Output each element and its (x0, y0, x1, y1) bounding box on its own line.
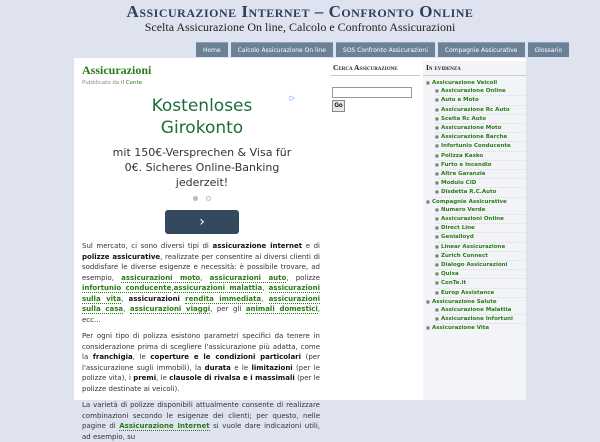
bold-term: assicurazione internet (212, 242, 303, 250)
featured-sublink[interactable]: ■ Zurich Connect (435, 252, 526, 261)
featured-sublink[interactable]: ■ Numero Verde (435, 206, 526, 215)
featured-sublink[interactable]: ■ Altre Garanzie (435, 170, 526, 179)
nav-item-sos-confronto[interactable]: SOS Confronto Assicurazioni (336, 42, 435, 57)
featured-sublink[interactable]: ■ Quixa (435, 270, 526, 279)
nav-item-glossario[interactable]: Glossario (528, 42, 570, 57)
text-run: Per ogni tipo di polizza esistono parametri specifici da tenere in considerazione prima di scegliere l'assicurazione più adatta, come la (82, 332, 320, 361)
inline-link[interactable]: assicurazioni malattia (173, 284, 263, 292)
nav-item-home[interactable]: Home (196, 42, 228, 57)
featured-sublink[interactable]: ■ Genialloyd (435, 233, 526, 242)
text-run: Sul mercato, ci sono diversi tipi di (82, 242, 213, 250)
inline-link[interactable]: Assicurazione Internet (119, 422, 210, 430)
featured-sublink[interactable]: ■ Linear Assicurazione (435, 243, 526, 252)
ad-next-button[interactable]: › (165, 210, 239, 234)
featured-sublink[interactable]: ■ Polizza Kasko (435, 152, 526, 161)
sidebar-featured (423, 61, 526, 400)
inline-link[interactable]: assicurazioni auto (209, 273, 287, 282)
featured-sublink[interactable]: ■ Assicurazioni Online (435, 215, 526, 224)
text-run: , per gli (210, 305, 246, 313)
inline-link[interactable]: assicurazioni sulla casa (82, 294, 321, 313)
text-run: La varietà di polizze disponibili attualmente consente di realizzare combinazioni secondo le esigenze dei clienti; per questo, nelle pagine di (82, 401, 320, 430)
featured-sublink[interactable]: ■ Direct Line (435, 224, 526, 233)
text-run: , (262, 284, 269, 292)
featured-sublink[interactable]: ■ Disdetta R.C.Auto (435, 188, 526, 197)
search-go-button[interactable]: Go (332, 100, 345, 112)
post-meta (82, 80, 320, 86)
featured-sublink[interactable]: ■ ConTe.it (435, 279, 526, 288)
featured-sublink[interactable]: ■ Furto e Incendio (435, 161, 526, 170)
featured-link-list (423, 76, 526, 333)
text-run: , realizzate per consentire ai diversi clienti di soddisfare le diverse esigenze e necessità: è possibile trovare, ad esempio, (82, 252, 320, 282)
bold-term: polizze assicurative (82, 252, 161, 261)
nav-item-compagnie[interactable]: Compagnie Assicurative (438, 42, 525, 57)
bold-term: coperture e le condizioni particolari (150, 353, 302, 361)
nav-item-calcolo[interactable]: Calcolo Assicurazione On line (231, 42, 333, 57)
text-run: , (121, 294, 129, 303)
text-run: , polizze (286, 273, 320, 282)
inline-link[interactable]: assicurazioni viaggi (129, 305, 211, 313)
advertisement[interactable] (112, 94, 295, 235)
ad-body: mit 150€-Versprechen & Visa für 0€. Sicheres Online-Banking jederzeit! (112, 146, 292, 189)
page-wrapper (74, 58, 526, 441)
featured-category-link[interactable]: ■ Assicurazione Salute (426, 298, 526, 306)
site-title[interactable]: Assicurazione Internet – Confronto Online (126, 2, 474, 21)
text-run: , le (132, 353, 151, 361)
post-meta-prefix: Pubblicato da (82, 80, 120, 86)
bold-term: premi (133, 374, 157, 382)
text-run: (per le polizze vita), i (82, 363, 320, 382)
bold-term: clausole di rivalsa e i massimali (169, 374, 295, 382)
paragraph-1 (82, 241, 320, 325)
ad-dot-active[interactable] (193, 196, 198, 201)
featured-category-link[interactable]: ■ Assicurazione Veicoli (426, 79, 526, 87)
text-run: , (261, 294, 269, 303)
featured-sublink[interactable]: ■ Europ Assistance (435, 289, 526, 298)
inline-link[interactable]: assicurazioni moto (121, 273, 201, 282)
featured-sublink[interactable]: ■ Assicurazione Rc Auto (435, 106, 526, 115)
post-title[interactable]: Assicurazioni (82, 63, 152, 77)
text-run: , (171, 284, 174, 292)
text-run: e le (230, 363, 252, 372)
search-widget-title: Cerca Assicurazione (330, 61, 420, 76)
sidebar-search (330, 61, 420, 400)
featured-sublink[interactable]: ■ Dialogo Assicurazioni (435, 261, 526, 270)
featured-sublink[interactable]: ■ Assicurazione Infortuni (435, 315, 526, 324)
bold-term: durata (204, 363, 231, 372)
featured-sublink[interactable]: ■ Modulo CID (435, 179, 526, 188)
featured-sublink[interactable]: ■ Assicurazione Malattia (435, 306, 526, 315)
inline-link[interactable]: rendita immediata (185, 294, 262, 303)
paragraph-3 (82, 400, 320, 442)
text-run: , le (156, 374, 170, 382)
featured-sublink[interactable]: ■ Auto e Moto (435, 96, 526, 105)
featured-category-link[interactable]: ■ Assicurazione Vita (426, 324, 526, 332)
bold-term: limitazioni (251, 363, 293, 372)
text-run: si vuole dare indicazioni utili, ad esempio, su (82, 422, 321, 441)
text-run: , (200, 273, 210, 282)
featured-sublink[interactable]: ■ Assicurazione Moto (435, 124, 526, 133)
main-nav (196, 42, 569, 57)
search-form (332, 87, 420, 112)
search-input[interactable] (332, 87, 412, 98)
ad-dot-inactive[interactable] (206, 196, 211, 201)
ad-choices-icon[interactable]: ▷ (289, 94, 295, 102)
ad-headline[interactable]: Kostenloses Girokonto (151, 96, 253, 138)
inline-link[interactable]: infortunio conducente (82, 284, 172, 292)
featured-widget-title: In evidenza (423, 61, 526, 76)
bold-term: franchigia (92, 353, 133, 361)
text-run: (per le polizze destinate ai veicoli). (82, 374, 320, 393)
text-run: e di (302, 242, 320, 250)
text-run: (per l'assicurazione sugli immobili), la (82, 353, 320, 372)
ad-carousel-dots (112, 196, 292, 204)
site-description: Scelta Assicurazione On line, Calcolo e Confronto Assicurazioni (144, 20, 456, 34)
featured-sublink[interactable]: ■ Scelta Rc Auto (435, 115, 526, 124)
text-run: , (123, 305, 130, 313)
featured-category-link[interactable]: ■ Compagnie Assicurative (426, 198, 526, 206)
inline-link[interactable]: animali domestici (245, 305, 318, 313)
bold-term: assicurazioni (128, 294, 180, 303)
featured-sublink[interactable]: ■ Infortunio Conducente (435, 142, 526, 151)
text-run: , ecc... (82, 305, 320, 324)
inline-link[interactable]: assicurazioni sulla vita (82, 284, 320, 303)
featured-sublink[interactable]: ■ Assicurazione Online (435, 87, 526, 96)
featured-sublink[interactable]: ■ Assicurazione Barche (435, 133, 526, 142)
paragraph-2 (82, 331, 320, 394)
main-content (74, 58, 325, 441)
post-author-link[interactable]: il Conte (121, 80, 143, 86)
